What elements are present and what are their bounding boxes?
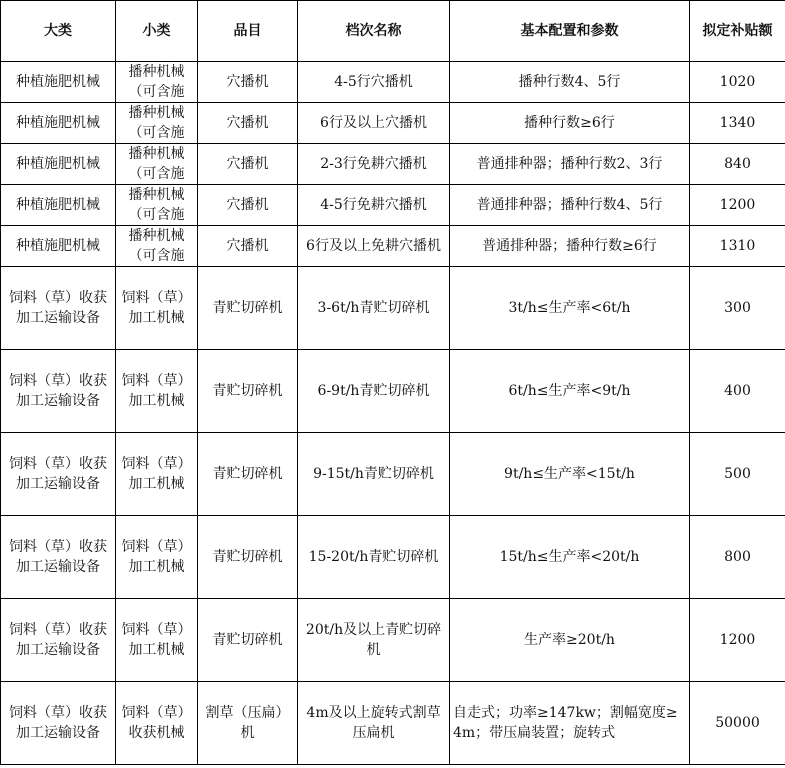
- table-row: [1, 433, 785, 516]
- cell-subsidy: 50000: [690, 682, 785, 765]
- cell-grade: 20t/h及以上青贮切碎机: [298, 599, 450, 682]
- cell-minor: 饲料（草）加工机械: [116, 350, 198, 433]
- cell-major: 饲料（草）收获加工运输设备: [1, 682, 116, 765]
- cell-minor-text: 播种机械（可含施: [128, 146, 185, 182]
- cell-major: 种植施肥机械: [1, 144, 116, 185]
- table-row: [1, 62, 785, 103]
- cell-minor: 饲料（草）收获机械: [116, 682, 198, 765]
- cell-params: 自走式；功率≥147kw；割幅宽度≥4m；带压扁装置；旋转式: [450, 682, 690, 765]
- cell-item: 青贮切碎机: [198, 267, 298, 350]
- cell-minor: [116, 226, 198, 267]
- cell-major: 种植施肥机械: [1, 226, 116, 267]
- cell-params: 15t/h≤生产率<20t/h: [450, 516, 690, 599]
- header-params: 基本配置和参数: [450, 1, 690, 62]
- cell-item: 穴播机: [198, 226, 298, 267]
- cell-minor: [116, 103, 198, 144]
- cell-item: 青贮切碎机: [198, 433, 298, 516]
- cell-minor-text: 播种机械（可含施: [128, 105, 185, 141]
- cell-item: 割草（压扁）机: [198, 682, 298, 765]
- cell-major: 饲料（草）收获加工运输设备: [1, 433, 116, 516]
- cell-grade: 6-9t/h青贮切碎机: [298, 350, 450, 433]
- table-row: [1, 226, 785, 267]
- cell-minor-text: 播种机械（可含施: [128, 228, 185, 264]
- cell-item: 穴播机: [198, 62, 298, 103]
- cell-grade: 4-5行免耕穴播机: [298, 185, 450, 226]
- table-row: [1, 682, 785, 765]
- cell-subsidy: 500: [690, 433, 785, 516]
- cell-major: 饲料（草）收获加工运输设备: [1, 599, 116, 682]
- cell-major: 种植施肥机械: [1, 103, 116, 144]
- cell-subsidy: 840: [690, 144, 785, 185]
- cell-subsidy: 1310: [690, 226, 785, 267]
- cell-params: 普通排种器；播种行数≥6行: [450, 226, 690, 267]
- cell-minor: [116, 62, 198, 103]
- cell-item: 青贮切碎机: [198, 599, 298, 682]
- cell-minor-text: 播种机械（可含施: [128, 187, 185, 223]
- cell-minor: 饲料（草）加工机械: [116, 516, 198, 599]
- cell-subsidy: 400: [690, 350, 785, 433]
- header-grade: 档次名称: [298, 1, 450, 62]
- cell-grade: 6行及以上穴播机: [298, 103, 450, 144]
- cell-subsidy: 800: [690, 516, 785, 599]
- cell-minor-text: 播种机械（可含施: [128, 64, 185, 100]
- cell-item: 穴播机: [198, 103, 298, 144]
- table-row: [1, 516, 785, 599]
- header-subsidy: 拟定补贴额: [690, 1, 785, 62]
- cell-major: 种植施肥机械: [1, 62, 116, 103]
- table-row: [1, 144, 785, 185]
- cell-subsidy: 1200: [690, 599, 785, 682]
- cell-major: 种植施肥机械: [1, 185, 116, 226]
- table-row: [1, 267, 785, 350]
- cell-minor: [116, 144, 198, 185]
- header-row: [1, 1, 785, 62]
- cell-grade: 2-3行免耕穴播机: [298, 144, 450, 185]
- cell-item: 穴播机: [198, 144, 298, 185]
- table-row: [1, 185, 785, 226]
- cell-grade: 9-15t/h青贮切碎机: [298, 433, 450, 516]
- table-row: [1, 599, 785, 682]
- cell-params: 生产率≥20t/h: [450, 599, 690, 682]
- header-item: 品目: [198, 1, 298, 62]
- cell-subsidy: 1340: [690, 103, 785, 144]
- cell-minor: 饲料（草）加工机械: [116, 267, 198, 350]
- cell-params: 播种行数≥6行: [450, 103, 690, 144]
- header-major: 大类: [1, 1, 116, 62]
- cell-params: 9t/h≤生产率<15t/h: [450, 433, 690, 516]
- cell-grade: 4-5行穴播机: [298, 62, 450, 103]
- cell-major: 饲料（草）收获加工运输设备: [1, 350, 116, 433]
- cell-grade: 6行及以上免耕穴播机: [298, 226, 450, 267]
- cell-item: 穴播机: [198, 185, 298, 226]
- cell-subsidy: 1020: [690, 62, 785, 103]
- cell-params: 3t/h≤生产率<6t/h: [450, 267, 690, 350]
- table-row: [1, 350, 785, 433]
- cell-params: 普通排种器；播种行数2、3行: [450, 144, 690, 185]
- cell-subsidy: 1200: [690, 185, 785, 226]
- cell-minor: [116, 185, 198, 226]
- cell-subsidy: 300: [690, 267, 785, 350]
- table-row: [1, 103, 785, 144]
- cell-params: 6t/h≤生产率<9t/h: [450, 350, 690, 433]
- cell-grade: 4m及以上旋转式割草压扁机: [298, 682, 450, 765]
- cell-grade: 3-6t/h青贮切碎机: [298, 267, 450, 350]
- cell-major: 饲料（草）收获加工运输设备: [1, 267, 116, 350]
- header-minor: 小类: [116, 1, 198, 62]
- cell-item: 青贮切碎机: [198, 516, 298, 599]
- cell-params: 普通排种器；播种行数4、5行: [450, 185, 690, 226]
- cell-grade: 15-20t/h青贮切碎机: [298, 516, 450, 599]
- cell-major: 饲料（草）收获加工运输设备: [1, 516, 116, 599]
- cell-item: 青贮切碎机: [198, 350, 298, 433]
- cell-params: 播种行数4、5行: [450, 62, 690, 103]
- cell-minor: 饲料（草）加工机械: [116, 599, 198, 682]
- cell-minor: 饲料（草）加工机械: [116, 433, 198, 516]
